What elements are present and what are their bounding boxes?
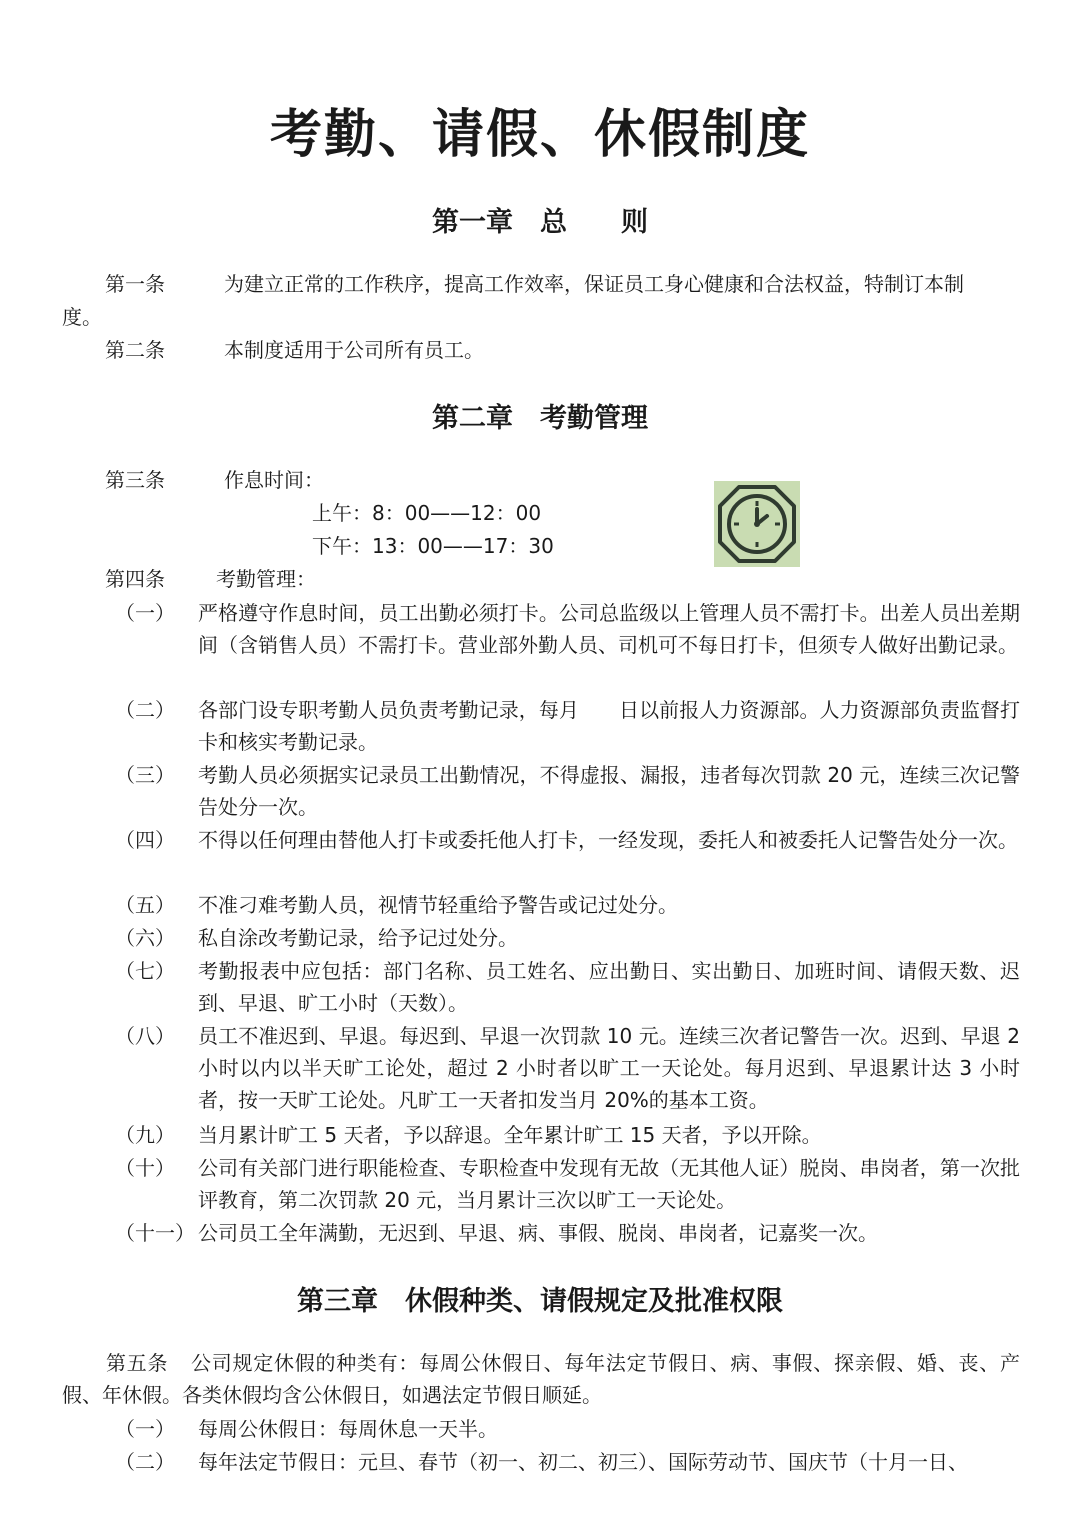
clock-icon <box>714 481 800 567</box>
document-title: 考勤、请假、休假制度 <box>269 104 810 165</box>
chapter-3-title: 第三章 休假种类、请假规定及批准权限 <box>297 1286 783 1317</box>
item-2-text: 各部门设专职考勤人员负责考勤记录，每月 日以前报人力资源部。人力资源部负责监督打卡和核实考勤记录。 <box>198 698 1020 754</box>
article-1-label: 第一条 <box>105 272 165 296</box>
item-4-number: （四） <box>115 828 175 852</box>
article-1-continuation: 度。 <box>62 305 102 329</box>
item-11-text: 公司员工全年满勤，无迟到、早退、病、事假、脱岗、串岗者，记嘉奖一次。 <box>198 1221 878 1245</box>
chapter-1-title: 第一章 总 则 <box>432 207 648 238</box>
item-7-text: 考勤报表中应包括：部门名称、员工姓名、应出勤日、实出勤日、加班时间、请假天数、迟到、早退、旷工小时（天数）。 <box>198 959 1020 1015</box>
item-11-number: （十一） <box>115 1221 195 1245</box>
item-9-text: 当月累计旷工 5 天者，予以辞退。全年累计旷工 15 天者，予以开除。 <box>198 1123 822 1147</box>
item-5-number: （五） <box>115 893 175 917</box>
item-5-text: 不准刁难考勤人员，视情节轻重给予警告或记过处分。 <box>198 893 678 917</box>
article-1-text: 为建立正常的工作秩序，提高工作效率，保证员工身心健康和合法权益，特制订本制 <box>224 272 964 296</box>
article-3-text: 作息时间： <box>224 468 324 492</box>
article-2-label: 第二条 <box>105 338 165 362</box>
article-4-text: 考勤管理： <box>216 567 316 591</box>
article-2-text: 本制度适用于公司所有员工。 <box>224 338 484 362</box>
ch3-item-2-number: （二） <box>115 1450 175 1474</box>
item-1-number: （一） <box>115 601 175 625</box>
ch3-item-1-number: （一） <box>115 1417 175 1441</box>
item-8-text: 员工不准迟到、早退。每迟到、早退一次罚款 10 元。连续三次者记警告一次。迟到、早退 2 小时以内以半天旷工论处，超过 2 小时者以旷工一天论处。每月迟到、早退累计达 3 小时者，按一天旷工论处。凡旷工一天者扣发当月 20%的基本工资。 <box>198 1024 1020 1112</box>
item-6-number: （六） <box>115 926 175 950</box>
ch3-item-2-text: 每年法定节假日：元旦、春节（初一、初二、初三）、国际劳动节、国庆节（十月一日、 <box>198 1450 968 1474</box>
ch3-item-1-text: 每周公休假日：每周休息一天半。 <box>198 1417 498 1441</box>
afternoon-hours: 下午：13：00——17：30 <box>312 534 554 558</box>
item-6-text: 私自涂改考勤记录，给予记过处分。 <box>198 926 518 950</box>
item-2-number: （二） <box>115 698 175 722</box>
item-9-number: （九） <box>115 1123 175 1147</box>
chapter-2-title: 第二章 考勤管理 <box>432 403 648 434</box>
item-1-text: 严格遵守作息时间，员工出勤必须打卡。公司总监级以上管理人员不需打卡。出差人员出差期间（含销售人员）不需打卡。营业部外勤人员、司机可不每日打卡，但须专人做好出勤记录。 <box>198 601 1020 657</box>
article-4-label: 第四条 <box>105 567 165 591</box>
item-8-number: （八） <box>115 1024 175 1048</box>
article-5-paragraph <box>62 1347 1020 1411</box>
item-3-number: （三） <box>115 763 175 787</box>
article-5-text: 公司规定休假的种类有：每周公休假日、每年法定节假日、病、事假、探亲假、婚、丧、产假、年休假。各类休假均含公休假日，如遇法定节假日顺延。 <box>62 1351 1021 1407</box>
morning-hours: 上午：8：00——12：00 <box>312 501 542 525</box>
item-10-text: 公司有关部门进行职能检查、专职检查中发现有无故（无其他人证）脱岗、串岗者，第一次批评教育，第二次罚款 20 元，当月累计三次以旷工一天论处。 <box>198 1156 1020 1212</box>
article-3-label: 第三条 <box>105 468 165 492</box>
item-10-number: （十） <box>115 1156 175 1180</box>
item-7-number: （七） <box>115 959 175 983</box>
item-3-text: 考勤人员必须据实记录员工出勤情况，不得虚报、漏报，违者每次罚款 20 元，连续三次记警告处分一次。 <box>198 763 1020 819</box>
article-5-label: 第五条 <box>106 1351 169 1375</box>
item-4-text: 不得以任何理由替他人打卡或委托他人打卡，一经发现，委托人和被委托人记警告处分一次。 <box>198 828 1018 852</box>
